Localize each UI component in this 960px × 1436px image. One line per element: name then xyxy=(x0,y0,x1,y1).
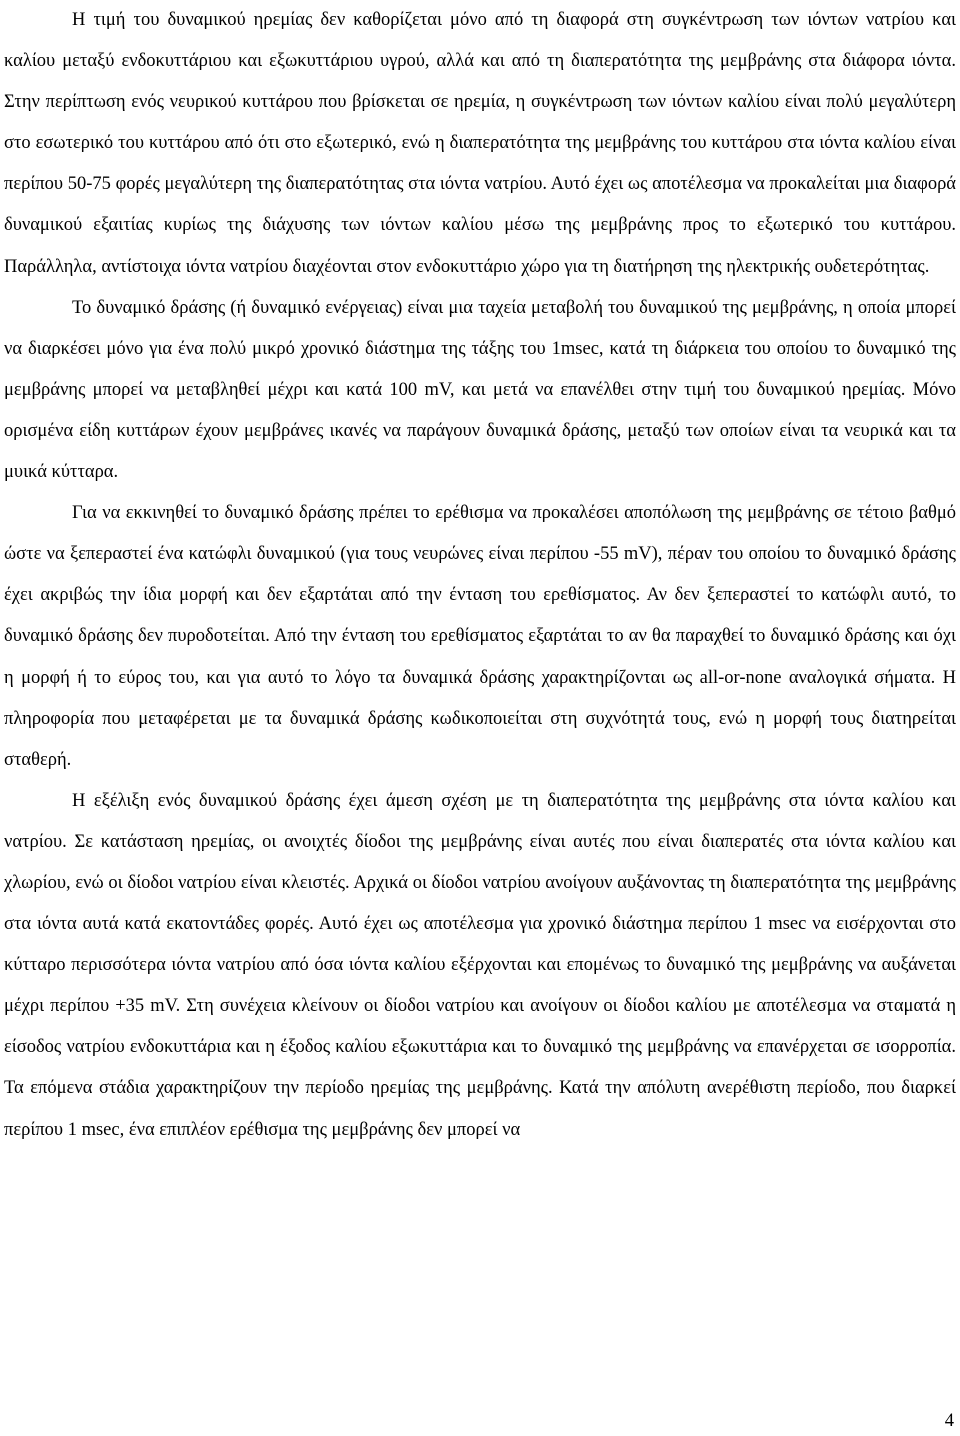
paragraph-threshold: Για να εκκινηθεί το δυναμικό δράσης πρέπει το ερέθισμα να προκαλέσει αποπόλωση της μεμβράνης σε τέτοιο βαθμό ώστε να ξεπεραστεί ένα κατώφλι δυναμικού (για τους νευρώνες είναι περίπου -55 mV), πέραν του οποίου το δυναμικό δράσης έχει ακριβώς την ίδια μορφή και δεν εξαρτάται από την ένταση του ερεθίσματος. Αν δεν ξεπεραστεί το κατώφλι αυτό, το δυναμικό δράσης δεν πυροδοτείται. Από την ένταση του ερεθίσματος εξαρτάται το αν θα παραχθεί το δυναμικό δράσης και όχι η μορφή ή το εύρος του, και για αυτό το λόγο τα δυναμικά δράσης χαρακτηρίζονται ως all-or-none αναλογικά σήματα. Η πληροφορία που μεταφέρεται με τα δυναμικά δράσης κωδικοποιείται στη συχνότητά τους, ενώ η μορφή τους διατηρείται σταθερή. xyxy=(4,503,956,770)
paragraph-ion-channels: Η εξέλιξη ενός δυναμικού δράσης έχει άμεση σχέση με τη διαπερατότητα της μεμβράνης στα ιόντα καλίου και νατρίου. Σε κατάσταση ηρεμίας, οι ανοιχτές δίοδοι της μεμβράνης είναι αυτές που είναι διαπερατές στα ιόντα καλίου και χλωρίου, ενώ οι δίοδοι νατρίου είναι κλειστές. Αρχικά οι δίοδοι νατρίου ανοίγουν αυξάνοντας τη διαπερατότητα της μεμβράνης στα ιόντα αυτά κατά εκατοντάδες φορές. Αυτό έχει ως αποτέλεσμα για χρονικό διάστημα περίπου 1 msec να εισέρχονται στο κύτταρο περισσότερα ιόντα νατρίου από όσα ιόντα καλίου εξέρχονται και επομένως το δυναμικό της μεμβράνης να αυξάνεται μέχρι περίπου +35 mV. Στη συνέχεια κλείνουν οι δίοδοι νατρίου και ανοίγουν οι δίοδοι καλίου με αποτέλεσμα να σταματά η είσοδος νατρίου ενδοκυττάρια και η έξοδος καλίου εξωκυττάρια και το δυναμικό της μεμβράνης να επανέρχεται σε ισορροπία. Τα επόμενα στάδια χαρακτηρίζουν την περίοδο ηρεμίας της μεμβράνης. Κατά την απόλυτη ανερέθιστη περίοδο, που διαρκεί περίπου 1 msec, ένα επιπλέον ερέθισμα της μεμβράνης δεν μπορεί να xyxy=(4,790,956,1140)
page-number: 4 xyxy=(944,1411,954,1431)
document-page xyxy=(4,0,956,1151)
paragraph-action-potential-definition: Το δυναμικό δράσης (ή δυναμικό ενέργειας) είναι μια ταχεία μεταβολή του δυναμικού της μεμβράνης, η οποία μπορεί να διαρκέσει μόνο για ένα πολύ μικρό χρονικό διάστημα της τάξης του 1msec, κατά τη διάρκεια του οποίου το δυναμικό της μεμβράνης μπορεί να μεταβληθεί μέχρι και κατά 100 mV, και μετά να επανέλθει στην τιμή του δυναμικού ηρεμίας. Μόνο ορισμένα είδη κυττάρων έχουν μεμβράνες ικανές να παράγουν δυναμικά δράσης, μεταξύ των οποίων είναι τα νευρικά και τα μυικά κύτταρα. xyxy=(4,297,956,483)
paragraph-resting-potential: Η τιμή του δυναμικού ηρεμίας δεν καθορίζεται μόνο από τη διαφορά στη συγκέντρωση των ιόντων νατρίου και καλίου μεταξύ ενδοκυττάριου και εξωκυττάριου υγρού, αλλά και από τη διαπερατότητα της μεμβράνης στα διάφορα ιόντα. Στην περίπτωση ενός νευρικού κυττάρου που βρίσκεται σε ηρεμία, η συγκέντρωση των ιόντων καλίου είναι πολύ μεγαλύτερη στο εσωτερικό του κυττάρου από ότι στο εξωτερικό, ενώ η διαπερατότητα της μεμβράνης του κυττάρου στα ιόντα καλίου είναι περίπου 50-75 φορές μεγαλύτερη της διαπερατότητας στα ιόντα νατρίου. Αυτό έχει ως αποτέλεσμα να προκαλείται μια διαφορά δυναμικού εξαιτίας κυρίως της διάχυσης των ιόντων καλίου μέσω της μεμβράνης προς το εξωτερικό του κυττάρου. Παράλληλα, αντίστοιχα ιόντα νατρίου διαχέονται στον ενδοκυττάριο χώρο για τη διατήρηση της ηλεκτρικής ουδετερότητας. xyxy=(4,10,956,277)
